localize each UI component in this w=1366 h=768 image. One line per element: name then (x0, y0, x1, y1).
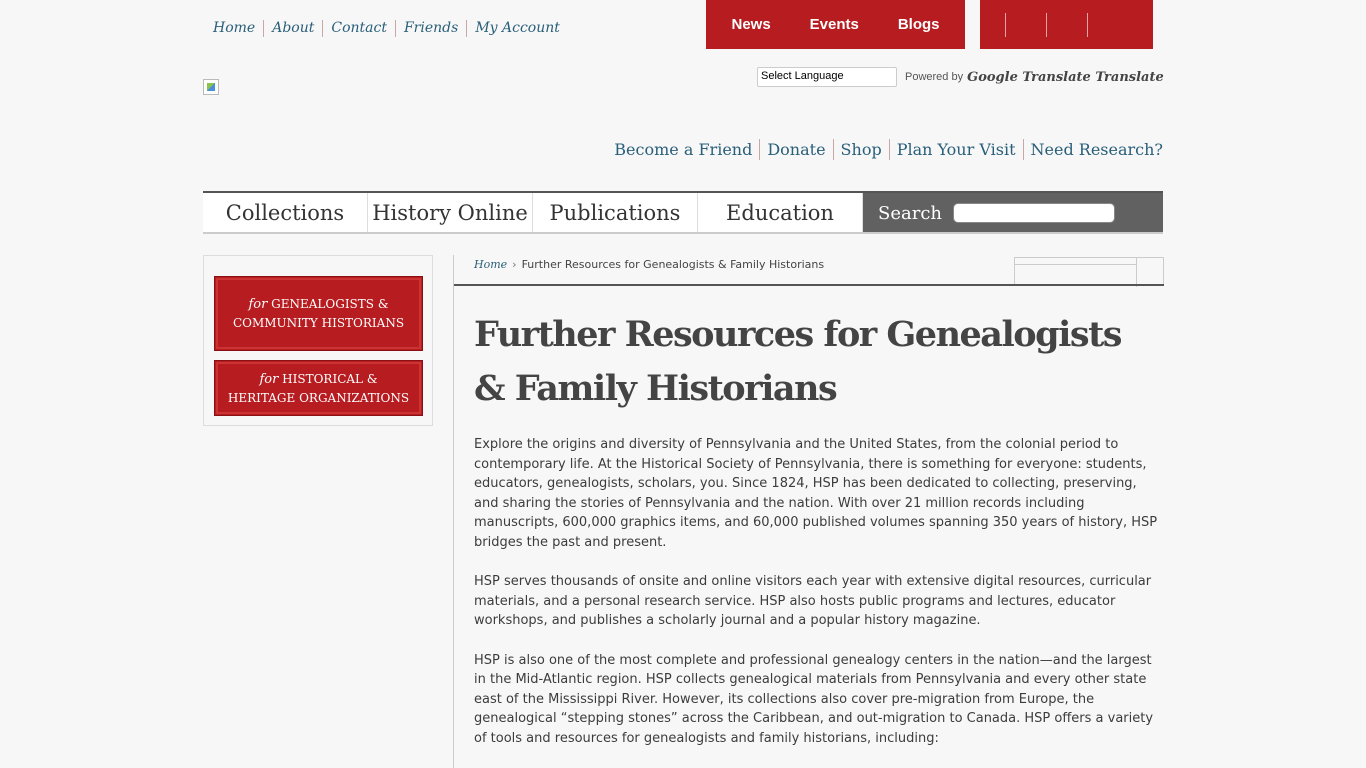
powered-by-label: Powered by (905, 71, 964, 83)
breadcrumb-current: Further Resources for Genealogists & Family Historians (521, 258, 825, 271)
site-logo-broken-image[interactable] (203, 79, 219, 95)
heritage-orgs-label: HISTORICAL & HERITAGE ORGANIZATIONS (227, 371, 410, 405)
breadcrumb-separator: › (512, 258, 517, 271)
heritage-orgs-button[interactable] (214, 360, 423, 416)
util-link-about[interactable]: About (263, 20, 322, 37)
language-select[interactable]: Select Language (757, 67, 897, 87)
util-link-home[interactable]: Home (213, 20, 256, 36)
news-link[interactable]: News (731, 16, 771, 33)
donate-link[interactable]: Donate (759, 139, 832, 160)
paragraph-intro: Explore the origins and diversity of Pennsylvania and the United States, from the colonial period to contemporary life. At the Historical Society of Pennsylvania, there is something for everyone: students, educators, genealogists, scholars, you. Since 1824, HSP has been dedicated to collecting, preserving, and sharing the stories of Pennsylvania and the nation. With over 21 million records including manuscripts, 600,000 graphics items, and 60,000 published volumes spanning 350 years of history, HSP bridges the past and present. (474, 437, 1158, 550)
nav-history-online[interactable]: History Online (368, 193, 533, 232)
search-area (863, 193, 1163, 232)
util-link-my-account[interactable]: My Account (466, 20, 568, 37)
top-red-nav (706, 0, 965, 49)
breadcrumb (474, 258, 824, 271)
become-friend-link[interactable]: Become a Friend (614, 140, 753, 159)
page-tools-box[interactable] (1014, 257, 1164, 286)
genealogists-button[interactable] (214, 276, 423, 351)
sidebar (203, 255, 433, 426)
google-translate-brand: Google Translate (967, 69, 1091, 85)
utility-nav (206, 20, 568, 37)
paragraph-genealogy: HSP is also one of the most complete and professional genealogy centers in the nation—and the largest in the Mid-Atlantic region. HSP collects genealogical materials from Pennsylvania and every other state east of the Mississippi River. However, its collections also cover pre-migration from Europe, the genealogical “stepping stones” across the Caribbean, and out-migration to Canada. HSP offers a variety of tools and resources for genealogists and family historians, including: (474, 652, 1154, 746)
nav-publications[interactable]: Publications (533, 193, 698, 232)
blogs-link[interactable]: Blogs (897, 16, 940, 33)
google-translate-logo (967, 70, 1164, 85)
breadcrumb-divider (454, 284, 1164, 286)
social-icon-1[interactable] (1005, 13, 1046, 37)
for-label: for (248, 297, 268, 312)
translate-link[interactable]: Translate (1095, 69, 1164, 85)
genealogists-label: GENEALOGISTS & COMMUNITY HISTORIANS (232, 297, 405, 330)
main-nav (203, 191, 1163, 234)
search-label: Search (878, 203, 942, 224)
shop-link[interactable]: Shop (833, 139, 889, 160)
social-icon-2[interactable] (1046, 13, 1087, 37)
nav-collections[interactable]: Collections (203, 193, 368, 232)
paragraph-services: HSP serves thousands of onsite and online visitors each year with extensive digital resources, curricular materials, and a personal research service. HSP also hosts public programs and lectures, educator workshops, and publishes a scholarly journal and a popular history magazine. (474, 574, 1152, 629)
heritage-orgs-button-text (225, 370, 412, 407)
plan-visit-link[interactable]: Plan Your Visit (889, 139, 1023, 160)
social-links-bar (980, 0, 1153, 49)
social-icon-3[interactable] (1087, 13, 1128, 37)
util-link-contact[interactable]: Contact (322, 20, 395, 37)
breadcrumb-home-link[interactable]: Home (474, 258, 508, 271)
nav-education[interactable]: Education (698, 193, 863, 232)
util-link-friends[interactable]: Friends (395, 20, 466, 37)
search-input[interactable] (953, 203, 1115, 223)
body-text (474, 435, 1164, 768)
google-translate-widget (757, 67, 1164, 87)
page-title: Further Resources for Genealogists & Family Historians (474, 314, 1121, 409)
need-research-link[interactable]: Need Research? (1023, 139, 1164, 160)
main-content (453, 255, 1163, 768)
events-link[interactable]: Events (809, 16, 859, 33)
secondary-nav (607, 139, 1163, 160)
genealogists-button-text (225, 295, 412, 332)
for-label: for (259, 371, 279, 387)
